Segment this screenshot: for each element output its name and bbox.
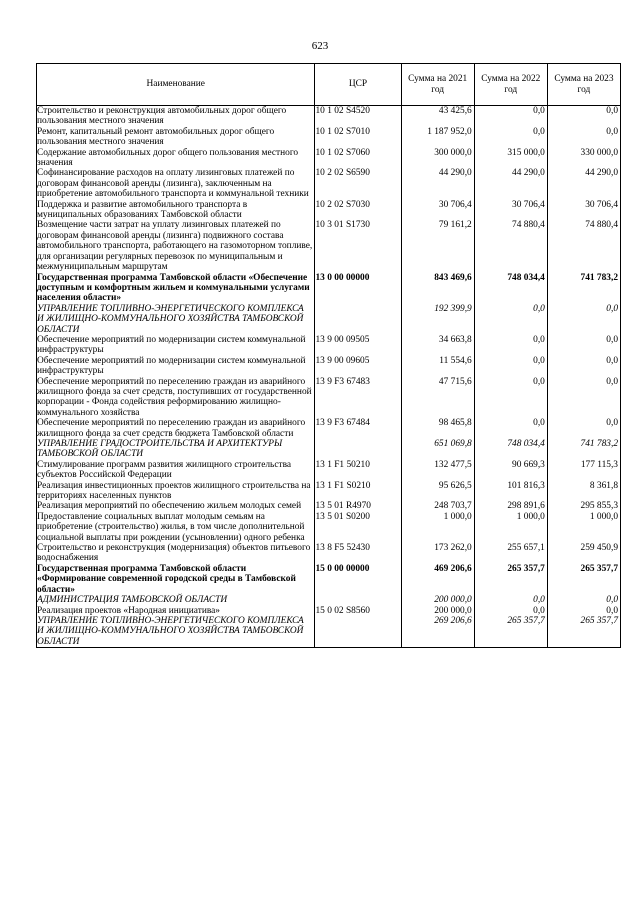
header-csr: ЦСР	[315, 64, 401, 106]
row-csr	[315, 439, 401, 460]
row-sum-2021: 95 626,5	[401, 481, 474, 502]
row-sum-2023: 177 115,3	[547, 460, 620, 481]
table-row	[37, 481, 621, 502]
row-sum-2023: 0,0	[547, 377, 620, 419]
row-sum-2023: 741 783,2	[547, 273, 620, 304]
row-sum-2023: 30 706,4	[547, 200, 620, 221]
row-sum-2023: 74 880,4	[547, 220, 620, 272]
row-sum-2023: 1 000,0	[547, 512, 620, 543]
table-row	[37, 595, 621, 605]
table-row	[37, 148, 621, 169]
row-sum-2022: 44 290,0	[474, 168, 547, 199]
row-csr: 13 1 F1 S0210	[315, 481, 401, 502]
header-sum-2023: Сумма на 2023 год	[547, 64, 620, 106]
row-sum-2021: 192 399,9	[401, 304, 474, 335]
row-sum-2021: 11 554,6	[401, 356, 474, 377]
row-name: Софинансирование расходов на оплату лизинговых платежей по договорам финансовой аренды (лизинга), заключенным на приобретение автомобильного транспорта и коммунальной техники	[37, 168, 315, 199]
row-name: Реализация мероприятий по обеспечению жильем молодых семей	[37, 501, 315, 511]
row-sum-2023: 0,0	[547, 127, 620, 148]
row-sum-2021: 651 069,8	[401, 439, 474, 460]
row-sum-2022: 0,0	[474, 606, 547, 616]
row-sum-2022: 0,0	[474, 127, 547, 148]
row-name: Государственная программа Тамбовской области «Обеспечение доступным и комфортным жильем и коммунальными услугами населения области»	[37, 273, 315, 304]
row-sum-2021: 43 425,6	[401, 106, 474, 127]
row-sum-2021: 469 206,6	[401, 564, 474, 595]
row-csr: 13 9 00 09505	[315, 335, 401, 356]
row-csr: 15 0 00 00000	[315, 564, 401, 595]
table-row	[37, 106, 621, 127]
row-sum-2021: 34 663,8	[401, 335, 474, 356]
row-name: Предоставление социальных выплат молодым семьям на приобретение (строительство) жилья, в том числе дополнительной социальной выплаты при рождении (усыновлении) одного ребенка	[37, 512, 315, 543]
row-sum-2022: 255 657,1	[474, 543, 547, 564]
table-row	[37, 273, 621, 304]
row-sum-2023: 259 450,9	[547, 543, 620, 564]
row-sum-2023: 265 357,7	[547, 616, 620, 648]
row-sum-2022: 265 357,7	[474, 616, 547, 648]
row-name: Ремонт, капитальный ремонт автомобильных дорог общего пользования местного значения	[37, 127, 315, 148]
budget-table	[36, 63, 621, 648]
row-sum-2023: 8 361,8	[547, 481, 620, 502]
table-row	[37, 356, 621, 377]
row-sum-2021: 1 187 952,0	[401, 127, 474, 148]
row-csr: 13 8 F5 52430	[315, 543, 401, 564]
row-sum-2023: 0,0	[547, 418, 620, 439]
row-name: Содержание автомобильных дорог общего пользования местного значения	[37, 148, 315, 169]
table-body	[37, 106, 621, 648]
table-row	[37, 512, 621, 543]
row-csr: 10 1 02 S7060	[315, 148, 401, 169]
row-sum-2021: 300 000,0	[401, 148, 474, 169]
row-sum-2021: 248 703,7	[401, 501, 474, 511]
table-row	[37, 501, 621, 511]
row-sum-2023: 295 855,3	[547, 501, 620, 511]
row-sum-2023: 265 357,7	[547, 564, 620, 595]
row-sum-2022: 748 034,4	[474, 439, 547, 460]
row-sum-2021: 173 262,0	[401, 543, 474, 564]
row-sum-2023: 44 290,0	[547, 168, 620, 199]
row-sum-2021: 269 206,6	[401, 616, 474, 648]
table-row	[37, 564, 621, 595]
row-sum-2021: 1 000,0	[401, 512, 474, 543]
row-sum-2021: 47 715,6	[401, 377, 474, 419]
row-sum-2022: 90 669,3	[474, 460, 547, 481]
row-sum-2022: 265 357,7	[474, 564, 547, 595]
row-name: Реализация проектов «Народная инициатива»	[37, 606, 315, 616]
table-row	[37, 606, 621, 616]
row-name: Обеспечение мероприятий по модернизации систем коммунальной инфраструктуры	[37, 356, 315, 377]
row-sum-2022: 0,0	[474, 335, 547, 356]
row-sum-2022: 101 816,3	[474, 481, 547, 502]
row-sum-2023: 0,0	[547, 106, 620, 127]
row-sum-2023: 0,0	[547, 335, 620, 356]
row-csr: 10 1 02 S7010	[315, 127, 401, 148]
table-row	[37, 168, 621, 199]
row-name: Реализация инвестиционных проектов жилищного строительства на территориях населенных пунктов	[37, 481, 315, 502]
row-sum-2021: 200 000,0	[401, 595, 474, 605]
row-csr: 15 0 02 S8560	[315, 606, 401, 616]
row-name: АДМИНИСТРАЦИЯ ТАМБОВСКОЙ ОБЛАСТИ	[37, 595, 315, 605]
row-sum-2021: 30 706,4	[401, 200, 474, 221]
row-sum-2023: 0,0	[547, 606, 620, 616]
row-sum-2023: 0,0	[547, 304, 620, 335]
table-row	[37, 439, 621, 460]
row-sum-2022: 0,0	[474, 304, 547, 335]
row-csr: 10 2 02 S6590	[315, 168, 401, 199]
table-row	[37, 460, 621, 481]
row-name: УПРАВЛЕНИЕ ТОПЛИВНО-ЭНЕРГЕТИЧЕСКОГО КОМПЛЕКСА И ЖИЛИЩНО-КОММУНАЛЬНОГО ХОЗЯЙСТВА ТАМБОВСКОЙ ОБЛАСТИ	[37, 304, 315, 335]
row-sum-2022: 0,0	[474, 595, 547, 605]
row-name: Строительство и реконструкция автомобильных дорог общего пользования местного значения	[37, 106, 315, 127]
row-sum-2023: 0,0	[547, 595, 620, 605]
row-sum-2022: 315 000,0	[474, 148, 547, 169]
row-sum-2021: 44 290,0	[401, 168, 474, 199]
row-sum-2021: 843 469,6	[401, 273, 474, 304]
row-sum-2022: 298 891,6	[474, 501, 547, 511]
table-row	[37, 304, 621, 335]
table-row	[37, 418, 621, 439]
row-name: УПРАВЛЕНИЕ ГРАДОСТРОИТЕЛЬСТВА И АРХИТЕКТУРЫ ТАМБОВСКОЙ ОБЛАСТИ	[37, 439, 315, 460]
row-csr: 13 9 00 09605	[315, 356, 401, 377]
row-sum-2022: 30 706,4	[474, 200, 547, 221]
row-csr: 13 5 01 R4970	[315, 501, 401, 511]
row-sum-2021: 132 477,5	[401, 460, 474, 481]
row-sum-2023: 330 000,0	[547, 148, 620, 169]
table-row	[37, 200, 621, 221]
row-csr	[315, 616, 401, 648]
row-sum-2022: 0,0	[474, 356, 547, 377]
row-csr	[315, 595, 401, 605]
table-row	[37, 335, 621, 356]
row-name: УПРАВЛЕНИЕ ТОПЛИВНО-ЭНЕРГЕТИЧЕСКОГО КОМПЛЕКСА И ЖИЛИЩНО-КОММУНАЛЬНОГО ХОЗЯЙСТВА ТАМБОВСКОЙ ОБЛАСТИ	[37, 616, 315, 648]
table-header-row	[37, 64, 621, 106]
table-row	[37, 127, 621, 148]
row-csr: 13 0 00 00000	[315, 273, 401, 304]
table-row	[37, 220, 621, 272]
row-csr: 13 1 F1 50210	[315, 460, 401, 481]
row-name: Возмещение части затрат на уплату лизинговых платежей по договорам финансовой аренды (лизинга) подвижного состава автомобильного транспорта, работающего на газомоторном топливе, для организации регулярных перевозок по муниципальным и межмуниципальным маршрутам	[37, 220, 315, 272]
row-sum-2021: 79 161,2	[401, 220, 474, 272]
row-sum-2023: 0,0	[547, 356, 620, 377]
row-name: Поддержка и развитие автомобильного транспорта в муниципальных образованиях Тамбовской области	[37, 200, 315, 221]
table-row	[37, 543, 621, 564]
row-csr: 13 9 F3 67484	[315, 418, 401, 439]
row-sum-2022: 748 034,4	[474, 273, 547, 304]
header-sum-2022: Сумма на 2022 год	[474, 64, 547, 106]
row-csr: 10 1 02 S4520	[315, 106, 401, 127]
row-name: Обеспечение мероприятий по переселению граждан из аварийного жилищного фонда за счет средств, поступивших от государственной корпорации - Фонда содействия реформированию жилищно-коммунального хозяйства	[37, 377, 315, 419]
row-name: Обеспечение мероприятий по переселению граждан из аварийного жилищного фонда за счет средств бюджета Тамбовской области	[37, 418, 315, 439]
table-row	[37, 377, 621, 419]
row-csr: 10 3 01 S1730	[315, 220, 401, 272]
row-sum-2022: 74 880,4	[474, 220, 547, 272]
row-sum-2021: 98 465,8	[401, 418, 474, 439]
row-name: Обеспечение мероприятий по модернизации систем коммунальной инфраструктуры	[37, 335, 315, 356]
row-sum-2022: 0,0	[474, 377, 547, 419]
table-row	[37, 616, 621, 648]
row-csr	[315, 304, 401, 335]
row-sum-2022: 0,0	[474, 418, 547, 439]
row-name: Государственная программа Тамбовской области «Формирование современной городской среды в Тамбовской области»	[37, 564, 315, 595]
row-name: Строительство и реконструкция (модернизация) объектов питьевого водоснабжения	[37, 543, 315, 564]
row-sum-2021: 200 000,0	[401, 606, 474, 616]
row-sum-2023: 741 783,2	[547, 439, 620, 460]
header-name: Наименование	[37, 64, 315, 106]
page-number: 623	[311, 40, 329, 52]
row-csr: 13 9 F3 67483	[315, 377, 401, 419]
row-name: Стимулирование программ развития жилищного строительства субъектов Российской Федерации	[37, 460, 315, 481]
row-sum-2022: 0,0	[474, 106, 547, 127]
header-sum-2021: Сумма на 2021 год	[401, 64, 474, 106]
row-csr: 13 5 01 S0200	[315, 512, 401, 543]
row-sum-2022: 1 000,0	[474, 512, 547, 543]
row-csr: 10 2 02 S7030	[315, 200, 401, 221]
